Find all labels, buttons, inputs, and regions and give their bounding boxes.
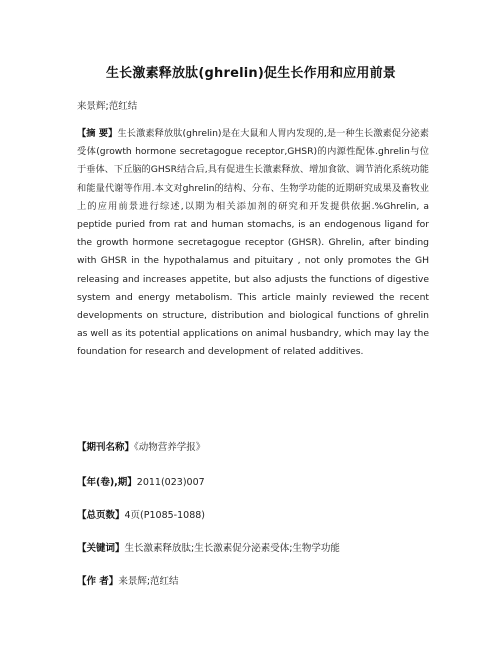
abstract-block <box>77 125 429 362</box>
year-value: 2011(023)007 <box>136 477 205 488</box>
page-count-field <box>77 507 205 521</box>
authors-label: 【作 者】 <box>77 576 119 587</box>
abstract-label: 【摘 要】 <box>77 128 118 139</box>
document-title: 生长激素释放肽(ghrelin)促生长作用和应用前景 <box>105 66 397 81</box>
pages-value: 4页(P1085-1088) <box>124 510 205 521</box>
keywords-label: 【关键词】 <box>77 543 125 554</box>
abstract-text: 生长激素释放肽(ghrelin)是在大鼠和人胃内发现的,是一种生长激素促分泌素受体(growth hormone secretagogue receptor,GHSR)的内源性配体.ghrelin与位于垂体、下丘脑的GHSR结合后,具有促进生长激素释放、增加食欲、调节消化系统功能和能量代谢等作用.本文对ghrelin的结构、分布、生物学功能的近期研究成果及畜牧业上的应用前景进行综述,以期为相关添加剂的研究和开发提供依据.%Ghrelin, a peptide puried from rat and human stomachs, is an endogenous ligand for the growth hormone secretagogue receptor (GHSR). Ghrelin, after binding with GHSR in the hypothalamus and pituitary , not only promotes the GH releasing and increases appetite, but also adjusts the functions of digestive system and energy metabolism. This article mainly reviewed the recent developments on structure, distribution and biological functions of ghrelin as well as its potential applications on animal husbandry, which may lay the foundation for research and development of related additives. <box>77 128 429 358</box>
keywords-value: 生长激素释放肽;生长激素促分泌素受体;生物学功能 <box>124 543 340 554</box>
journal-value: 《动物营养学报》 <box>134 442 206 453</box>
pages-label: 【总页数】 <box>77 510 125 521</box>
authors-field <box>77 573 179 587</box>
journal-field <box>77 439 205 453</box>
year-label: 【年(卷),期】 <box>77 477 137 488</box>
author-line: 来景辉;范红结 <box>77 101 138 112</box>
authors-value: 来景辉;范红结 <box>118 576 179 587</box>
journal-label: 【期刊名称】 <box>77 442 135 453</box>
keywords-field <box>77 540 340 554</box>
year-volume-issue-field <box>77 474 205 488</box>
